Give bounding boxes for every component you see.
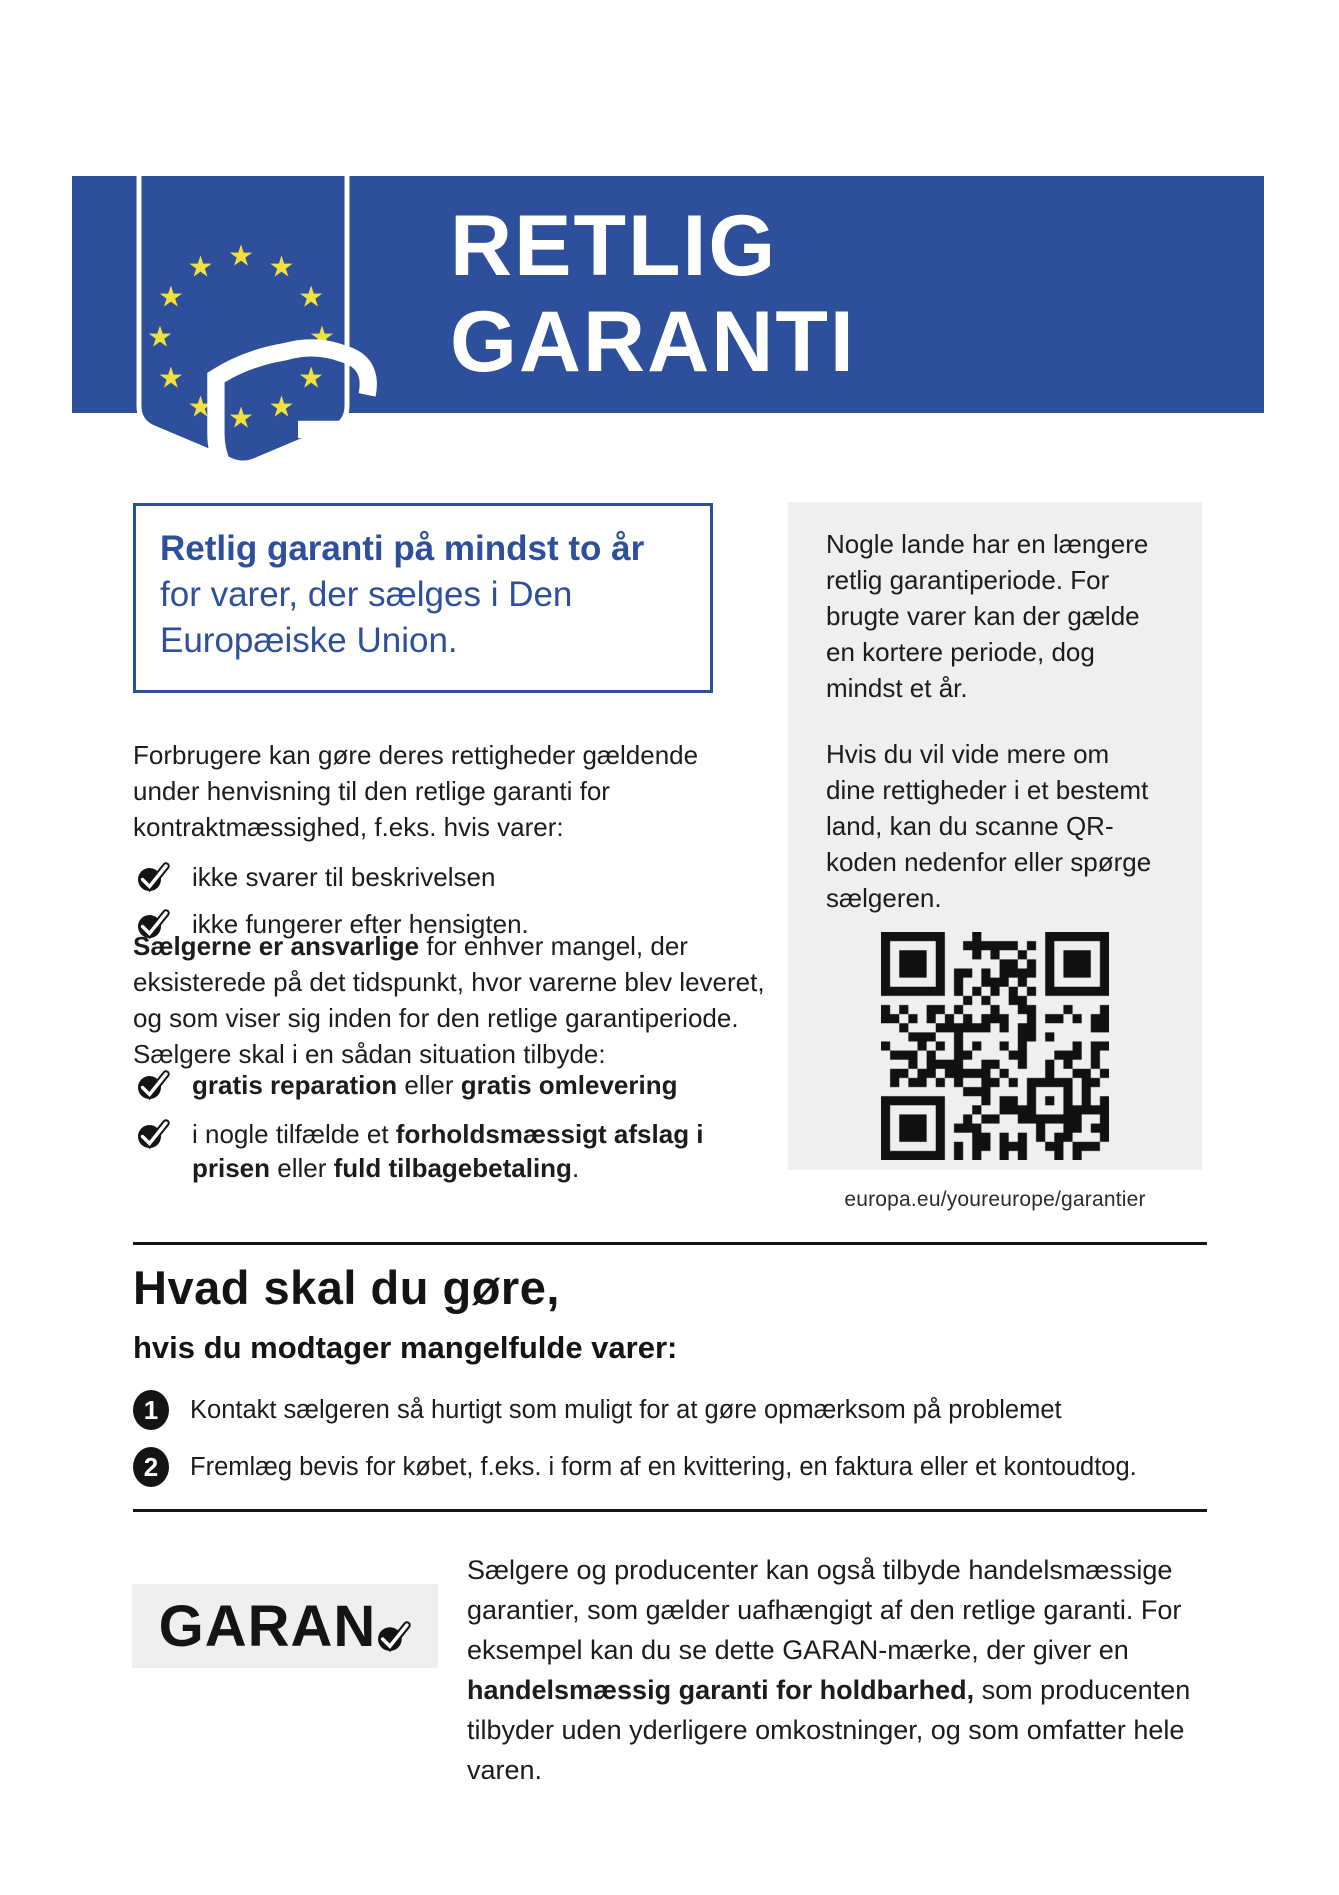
intro-rest-text: for varer, der sælges i Den Europæiske Union. — [160, 575, 573, 660]
text-segment: for enhver mangel, der eksisterede på det tidspunkt, hvor varerne blev leveret, og som viser sig inden for den retlige garantiperiode. Sælgere skal i en sådan situation tilbyde: — [133, 931, 765, 1069]
text-segment: som producenten tilbyder uden yderligere omkostninger, og som omfatter hele varen. — [467, 1675, 1191, 1785]
garan-mark — [132, 1584, 438, 1668]
step-label: Kontakt sælgeren så hurtigt som muligt for at gøre opmærksom på problemet — [190, 1395, 1062, 1424]
text-segment: i nogle tilfælde et — [192, 1119, 396, 1149]
qr-code — [881, 932, 1109, 1160]
check-circle-icon — [137, 1070, 170, 1101]
scan-qr-paragraph: Hvis du vil vide mere om dine rettigheder i et bestemt land, kan du scanne QR-koden nedenfor eller spørge sælgeren. — [826, 739, 1152, 913]
logo-ribbon — [135, 176, 351, 474]
divider — [133, 1242, 1207, 1245]
text-segment: eller — [397, 1070, 461, 1100]
longer-period-paragraph: Nogle lande har en længere retlig garantiperiode. For brugte varer kan der gælde en kortere periode, dog mindst et år. — [826, 529, 1149, 703]
step-number-badge: 1 — [133, 1390, 169, 1430]
consumer-rights-paragraph: Forbrugere kan gøre deres rettigheder gældende under henvisning til den retlige garanti for kontraktmæssighed, f.eks. hvis varer: — [133, 740, 699, 842]
steps-list — [133, 1390, 1137, 1487]
text-segment: handelsmæssig garanti for holdbarhed, — [467, 1675, 975, 1705]
eu-star-icon: ★ — [268, 249, 295, 284]
info-url: europa.eu/youreurope/garantier — [844, 1188, 1146, 1211]
eu-star-icon: ★ — [147, 319, 173, 354]
remedies-list — [137, 1068, 767, 1185]
steps-subtitle: hvis du modtager mangelfulde varer: — [133, 1330, 678, 1365]
eu-star-icon: ★ — [228, 400, 254, 435]
commercial-guarantee-paragraph — [467, 1550, 1222, 1790]
seller-responsibility-paragraph — [133, 928, 781, 1072]
eu-star-icon: ★ — [187, 249, 214, 284]
list-item — [137, 1117, 767, 1185]
list-item-label: ikke fungerer efter hensigten. — [192, 909, 529, 939]
text-segment: . — [571, 1153, 580, 1183]
garan-brand-text: GARAN — [158, 1593, 377, 1659]
eu-star-icon: ★ — [157, 360, 184, 394]
eu-star-icon: ★ — [187, 389, 214, 424]
text-segment: Sælgerne er ansvarlige — [133, 931, 420, 961]
eu-star-icon: ★ — [298, 360, 325, 394]
list-item — [137, 1068, 767, 1102]
text-segment: forholdsmæssigt afslag i prisen — [192, 1119, 704, 1183]
step-label: Fremlæg bevis for købet, f.eks. i form af en kvittering, en faktura eller et kontoudtog. — [190, 1452, 1137, 1481]
check-circle-icon — [137, 862, 170, 893]
page-title-line2: GARANTI — [450, 294, 856, 390]
intro-bold-text: Retlig garanti på mindst to år — [160, 529, 645, 568]
qr-code-image — [881, 932, 1109, 1160]
text-segment: Sælgere og producenter kan også tilbyde handelsmæssige garantier, som gælder uafhængigt af den retlige garanti. For eksempel kan du se dette GARAN-mærke, der giver en — [467, 1555, 1182, 1665]
steps-title: Hvad skal du gøre, — [133, 1261, 560, 1314]
list-item-label — [192, 1117, 767, 1185]
eu-star-icon: ★ — [268, 389, 295, 424]
text-segment: fuld tilbagebetaling — [333, 1153, 572, 1183]
legal-guarantee-intro-box — [133, 503, 713, 693]
divider — [133, 1509, 1207, 1512]
step-item-1 — [133, 1390, 1137, 1430]
list-item-label — [192, 1068, 677, 1102]
eu-star-icon: ★ — [228, 238, 254, 273]
page-title-line1: RETLIG — [450, 198, 778, 294]
eu-star-icon: ★ — [309, 319, 335, 354]
eu-star-icon: ★ — [157, 279, 184, 313]
list-item-label: ikke svarer til beskrivelsen — [192, 862, 496, 892]
text-segment: eller — [270, 1153, 334, 1183]
text-segment: gratis omlevering — [460, 1070, 678, 1100]
text-segment: gratis reparation — [192, 1070, 398, 1100]
check-circle-icon — [137, 1119, 170, 1150]
check-circle-icon — [377, 1621, 411, 1653]
eu-star-icon: ★ — [298, 279, 325, 313]
list-item — [137, 860, 529, 894]
step-item-2 — [133, 1447, 1137, 1487]
page-title — [450, 198, 856, 390]
country-info-panel — [788, 502, 1202, 1211]
step-number-badge: 2 — [133, 1447, 169, 1487]
